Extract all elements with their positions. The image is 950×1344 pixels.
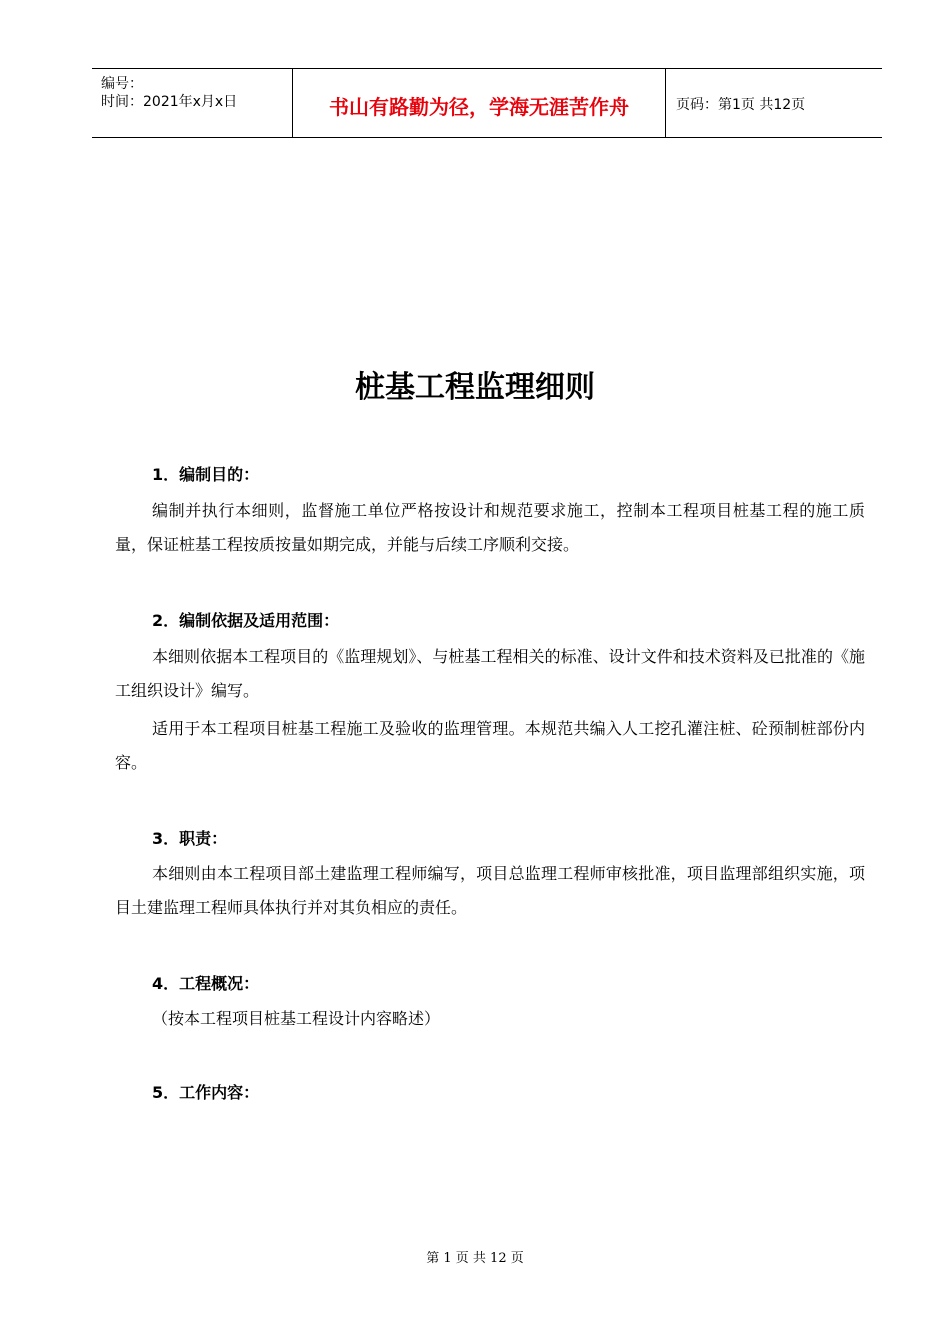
section-heading-3: 3．职责： [152, 829, 228, 848]
section-heading-2: 2．编制依据及适用范围： [152, 611, 340, 630]
page-footer: 第 1 页 共 12 页 [426, 1251, 524, 1266]
section-1-paragraph-1: 编制并执行本细则，监督施工单位严格按设计和规范要求施工，控制本工程项目桩基工程的施工质量，保证桩基工程按质按量如期完成，并能与后续工序顺利交接。 [115, 501, 865, 554]
header-center-cell [293, 69, 666, 137]
page-header [92, 68, 882, 138]
time-label: 时间：2021年x月x日 [101, 94, 238, 110]
header-motto: 书山有路勤为径，学海无涯苦作舟 [329, 95, 629, 119]
section-4-paragraph-1: （按本工程项目桩基工程设计内容略述） [152, 1009, 441, 1028]
document-title: 桩基工程监理细则 [355, 370, 595, 405]
section-heading-5: 5．工作内容： [152, 1083, 260, 1102]
header-left-cell [92, 69, 293, 137]
header-right-cell [666, 69, 882, 137]
section-3-paragraph-1: 本细则由本工程项目部土建监理工程师编写，项目总监理工程师审核批准，项目监理部组织实施，项目土建监理工程师具体执行并对其负相应的责任。 [115, 864, 865, 917]
section-heading-1: 1．编制目的： [152, 465, 260, 484]
header-page-info: 页码：第1页 共12页 [676, 97, 806, 113]
section-2-paragraph-1: 本细则依据本工程项目的《监理规划》、与桩基工程相关的标准、设计文件和技术资料及已批准的《施工组织设计》编写。 [115, 647, 865, 700]
section-2-paragraph-2: 适用于本工程项目桩基工程施工及验收的监理管理。本规范共编入人工挖孔灌注桩、砼预制桩部份内容。 [115, 719, 865, 772]
code-label: 编号： [101, 76, 143, 92]
section-heading-4: 4．工程概况： [152, 974, 260, 993]
